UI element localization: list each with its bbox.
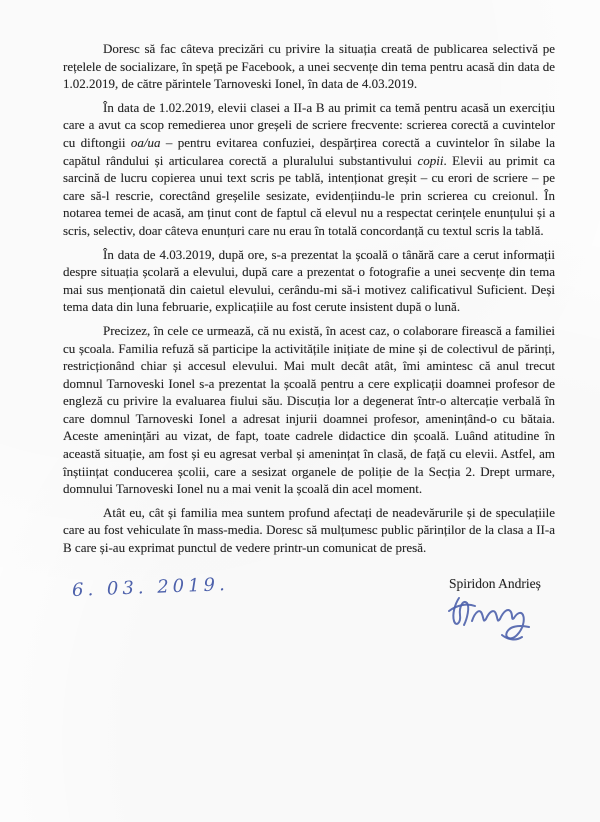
paragraph <box>63 40 555 93</box>
text-segment: Doresc să fac câteva precizări cu privire la situația creată de publicarea selectivă pe rețelele de socializare, în speță pe Facebook, a unei secvențe din tema pentru acasă din data de 1.02.2019, de către părintele Tarnoveski Ionel, în data de 4.03.2019. <box>63 41 555 92</box>
handwritten-date: 6. 03. 2019. <box>71 573 230 602</box>
text-segment: . Elevii au primit ca sarcină de lucru copierea unui text scris pe tablă, intenționat greșit – cu erori de scriere – pe care să-l rescrie, corectând greșelile sesizate, evidențiindu-le prin scrierea cu creionul. În notarea temei de acasă, am ținut cont de faptul că elevul nu a respectat cerințele enunțului și a scris, selectiv, doar câteva enunțuri care nu erau în totală concordanță cu textul scris la tablă. <box>63 152 556 238</box>
text-segment: Atât eu, cât și familia mea suntem profund afectați de neadevărurile și de speculațiile care au fost vehiculate în mass-media. Doresc să mulțumesc public părinților de la clasa a II-a B care și-au exprimat punctul de vedere printr-un comunicat de presă. <box>63 504 555 556</box>
text-segment: Precizez, în cele ce urmează, că nu există, în acest caz, o colaborare firească a familiei cu școala. Familia refuză să participe la activitățile inițiate de mine și de colectivul de părinți, restricționând chiar și accesul elevului. Mai mult decât atât, îmi amintesc că anul trecut domnul Tarnoveski Ionel s-a prezentat la școală pentru a cere explicații doamnei profesor de engleză cu privire la evaluarea fiului său. Discuția lor a degenerat într-o altercație verbală în care domnul Tarnoveski Ionel a adresat injurii doamnei profesor, amenințând-o cu bătaia. Aceste amenințări au vizat, de fapt, toate cadrele didactice din școală. Luând atitudine în această situație, am fost și eu agresat verbal și amenințat în clasă, de față cu elevii. Astfel, am înștiințat conducerea școlii, care a sesizat organele de poliție de la Secția 2. Drept urmare, domnului Tarnoveski Ionel nu a mai venit la școală din acel moment. <box>63 322 555 497</box>
text-segment: În data de 1.02.2019, elevii clasei a II-a B au primit ca temă pentru acasă un exercițiu care a avut ca scop remedierea unor greșeli de scriere frecvente: scrierea corectă a cuvintelor cu diftongii <box>63 99 555 150</box>
signature-name: Spiridon Andrieș <box>449 576 541 591</box>
paragraph <box>63 504 555 557</box>
italic-text-segment: oa/ua <box>130 134 161 150</box>
signature-block <box>445 576 545 642</box>
paragraph <box>63 99 555 240</box>
letter-body <box>63 40 555 563</box>
paragraph <box>63 246 555 316</box>
text-segment: În data de 4.03.2019, după ore, s-a prezentat la școală o tânără care a cerut informații despre situația școlară a elevului, după care a prezentat o fotografie a unei secvențe din tema mai sus menționată din caietul elevului, cerându-mi să-i motivez calificativul Suficient. Deși tema data din luna februarie, explicațiile au fost cerute insistent după o lună. <box>63 246 555 315</box>
paragraph <box>63 322 555 498</box>
italic-text-segment: copii <box>417 152 444 168</box>
handwritten-signature-icon <box>445 590 545 642</box>
text-segment: – pentru evitarea confuziei, despărțirea corectă a cuvintelor în silabe la capătul rândului și articularea corectă a pluralului substantivului <box>63 134 555 168</box>
